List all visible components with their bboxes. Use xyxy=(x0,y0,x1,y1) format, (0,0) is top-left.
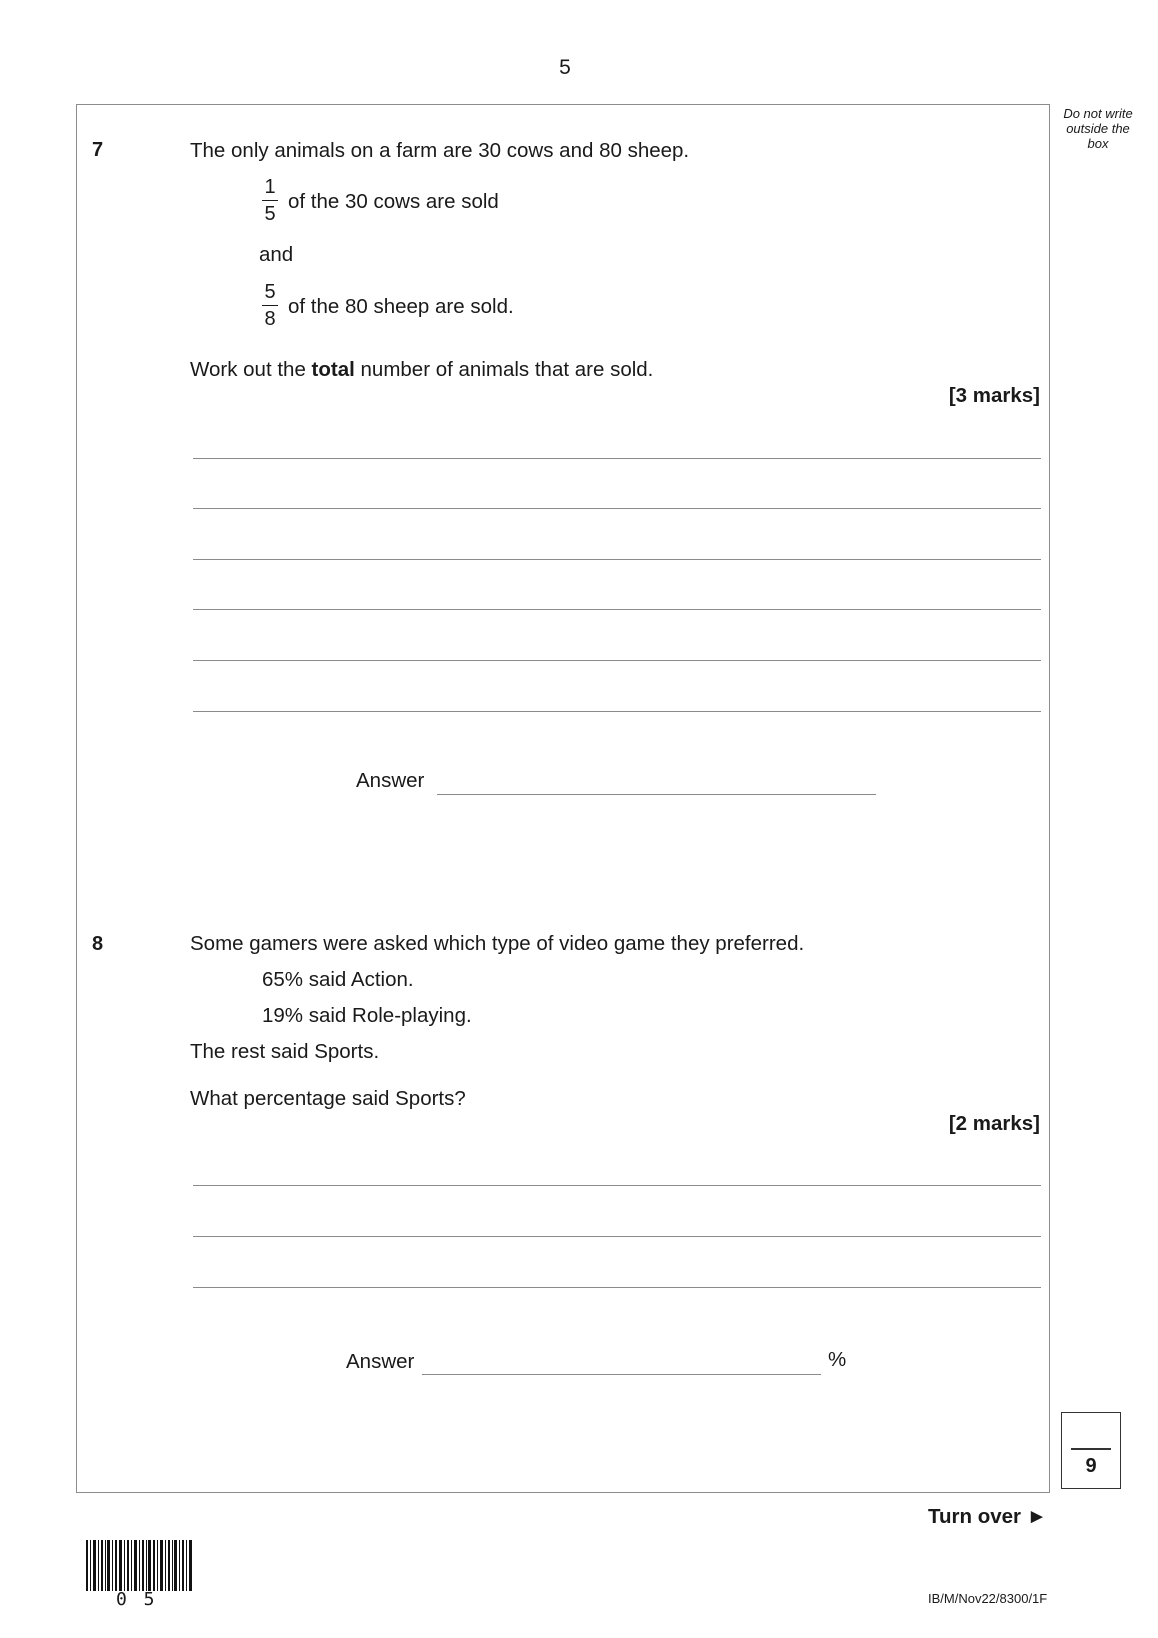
score-rule xyxy=(1071,1448,1111,1450)
answer-box-frame xyxy=(76,104,1050,1493)
working-line[interactable] xyxy=(193,609,1041,610)
fraction-numerator: 5 xyxy=(264,281,276,303)
working-line[interactable] xyxy=(193,1185,1041,1186)
and-text: and xyxy=(259,243,294,266)
working-line[interactable] xyxy=(193,559,1041,560)
percent-unit: % xyxy=(828,1348,847,1371)
fraction-one-fifth xyxy=(262,176,278,225)
working-line[interactable] xyxy=(193,1236,1041,1237)
question-7-intro: The only animals on a farm are 30 cows and 80 sheep. xyxy=(190,139,690,162)
question-7-answer-line[interactable] xyxy=(437,794,876,795)
question-7-marks: [3 marks] xyxy=(948,384,1040,407)
question-8-number: 8 xyxy=(92,933,104,955)
barcode-digits: 0 5 xyxy=(116,1589,158,1610)
fraction-five-eighths xyxy=(262,281,278,330)
cows-sold-text: of the 30 cows are sold xyxy=(288,190,499,213)
barcode-icon xyxy=(86,1540,192,1591)
question-7-task xyxy=(190,358,653,382)
question-8-marks: [2 marks] xyxy=(948,1112,1040,1135)
score-total: 9 xyxy=(1085,1455,1097,1477)
working-line[interactable] xyxy=(193,508,1041,509)
fraction-numerator: 1 xyxy=(264,176,276,198)
rest-sports-text: The rest said Sports. xyxy=(190,1040,380,1063)
fraction-denominator: 8 xyxy=(264,308,276,330)
working-line[interactable] xyxy=(193,458,1041,459)
roleplay-percentage-text: 19% said Role-playing. xyxy=(262,1004,472,1027)
working-line[interactable] xyxy=(193,1287,1041,1288)
sheep-sold-text: of the 80 sheep are sold. xyxy=(288,295,514,318)
task-text: Work out the xyxy=(190,358,312,381)
question-7-number: 7 xyxy=(92,139,104,161)
question-7-answer-label: Answer xyxy=(356,769,425,792)
page-number: 5 xyxy=(559,56,571,79)
fraction-bar xyxy=(262,305,278,306)
working-line[interactable] xyxy=(193,711,1041,712)
fraction-denominator: 5 xyxy=(264,203,276,225)
do-not-write-note: Do not write outside the box xyxy=(1063,106,1133,151)
question-8-intro: Some gamers were asked which type of video game they preferred. xyxy=(190,932,805,955)
working-line[interactable] xyxy=(193,660,1041,661)
score-box xyxy=(1061,1412,1121,1489)
task-bold-word: total xyxy=(311,358,355,381)
task-text-end: number of animals that are sold. xyxy=(354,358,654,381)
paper-reference: IB/M/Nov22/8300/1F xyxy=(928,1591,1048,1606)
question-8-answer-line[interactable] xyxy=(422,1374,821,1375)
question-8-task: What percentage said Sports? xyxy=(190,1087,466,1110)
turn-over-label: Turn over ► xyxy=(928,1505,1048,1528)
action-percentage-text: 65% said Action. xyxy=(262,968,414,991)
fraction-bar xyxy=(262,200,278,201)
question-8-answer-label: Answer xyxy=(346,1350,415,1373)
